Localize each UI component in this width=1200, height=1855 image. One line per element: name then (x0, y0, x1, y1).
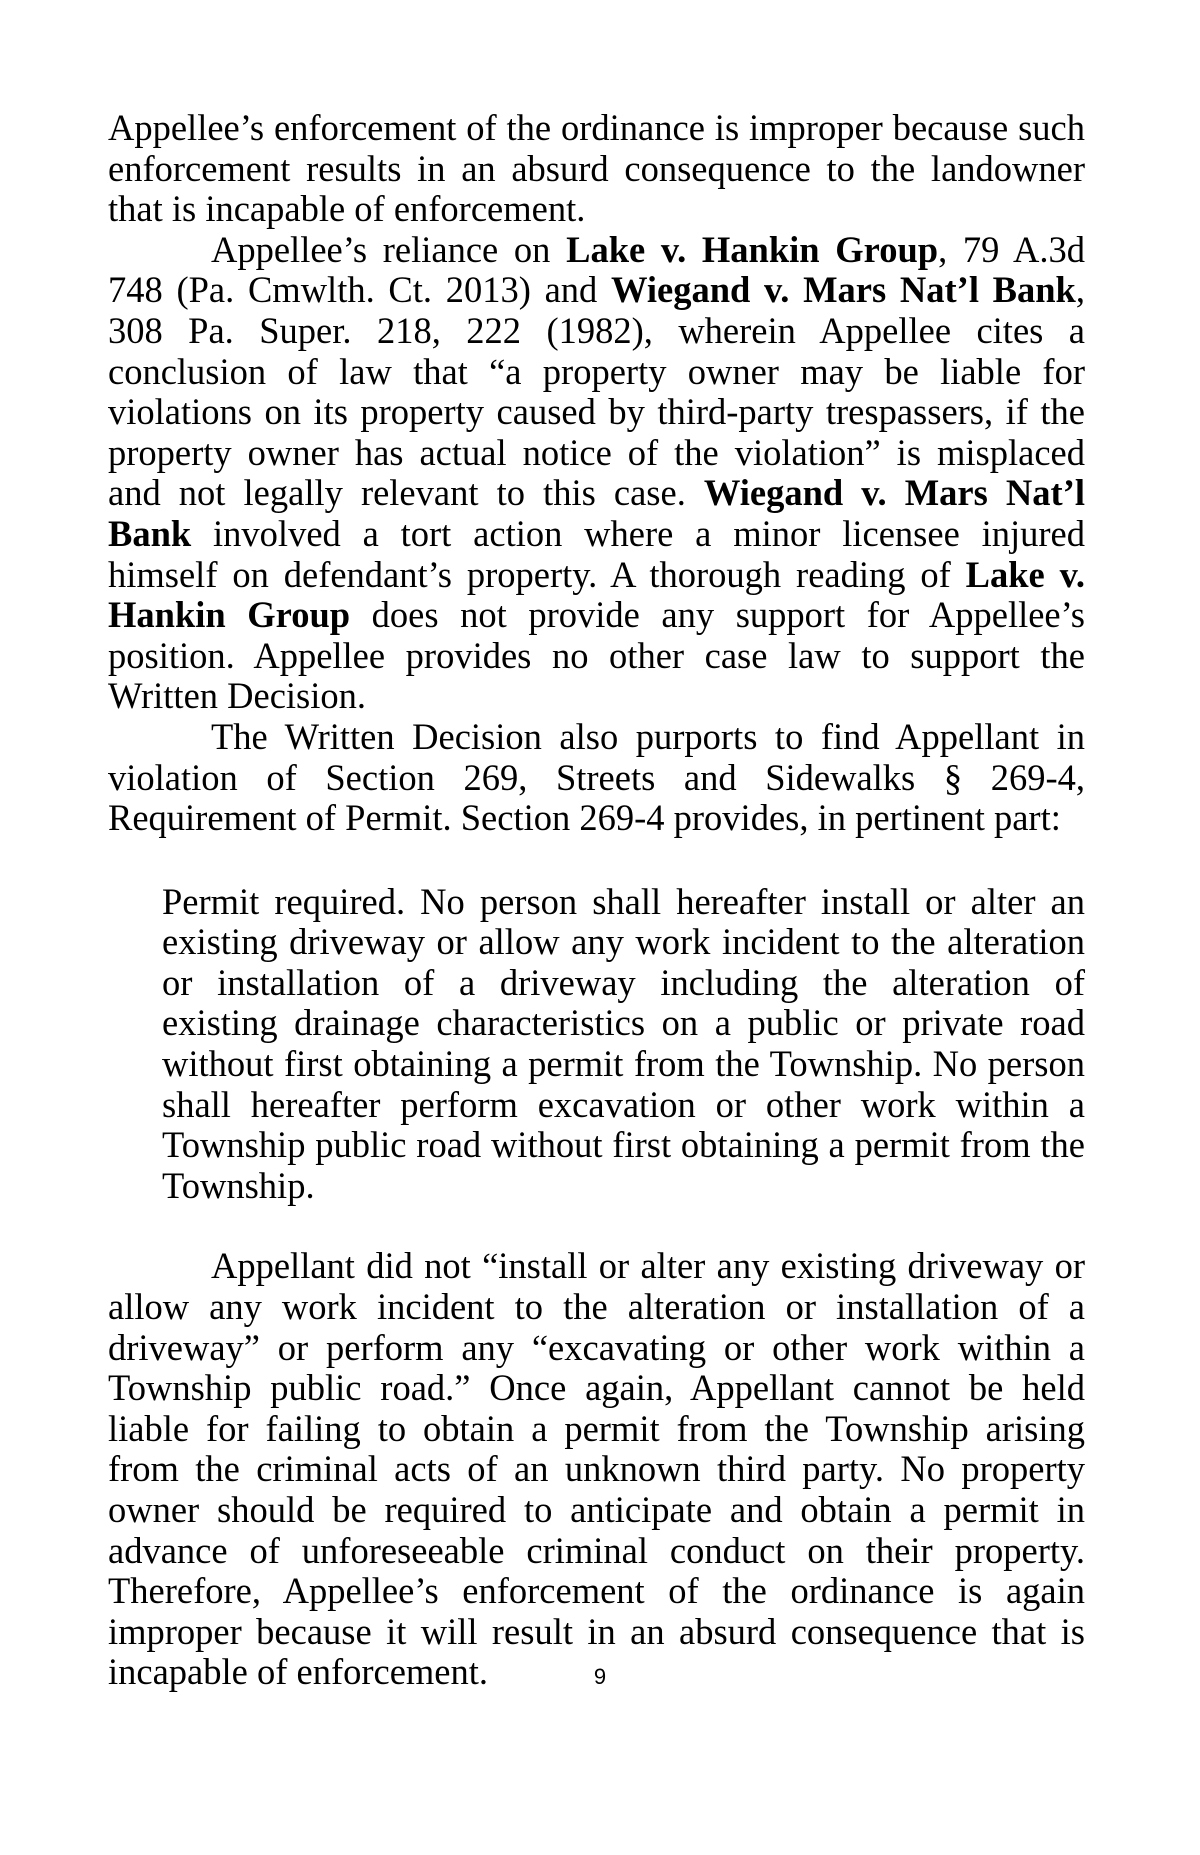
text-segment: involved a tort action where a minor licensee injured himself on defendant’s property. A thorough reading of (108, 512, 1085, 595)
paragraph-section-269: The Written Decision also purports to find Appellant in violation of Section 269, Streets and Sidewalks § 269-4, Requirement of Permit. Section 269-4 provides, in pertinent part: (108, 715, 1085, 839)
text-segment: Appellee’s reliance on (211, 228, 567, 270)
paragraph-appellant-did-not: Appellant did not “install or alter any existing driveway or allow any work incident to the alteration or installation of a driveway” or perform any “excavating or other work within a Township public road.” Once again, Appellant cannot be held liable for failing to obtain a permit from the Township arising from the criminal acts of an unknown third party. No property owner should be required to anticipate and obtain a permit in advance of unforeseeable criminal conduct on their property. Therefore, Appellee’s enforcement of the ordinance is again improper because it will result in an absurd consequence that is incapable of enforcement. (108, 1245, 1085, 1693)
document-page (108, 108, 1085, 1693)
case-citation-lake: Lake v. Hankin Group (108, 553, 1085, 636)
ordinance-quote-text: Permit required. No person shall hereafter install or alter an existing driveway or allow any work incident to the alteration or installation of a driveway including the alteration of existing drainage characteristics on a public or private road without first obtaining a permit from the Township. No person shall hereafter perform excavation or other work within a Township public road without first obtaining a permit from the Township. (162, 880, 1085, 1206)
paragraph-case-law-reliance (108, 230, 1085, 717)
case-citation-lake: Lake v. Hankin Group (566, 228, 939, 270)
text-segment: , 79 A.3d 748 (Pa. Cmwlth. Ct. 2013) and (108, 228, 1086, 311)
paragraph-enforcement-improper: Appellee’s enforcement of the ordinance is improper because such enforcement results in an absurd consequence to the landowner that is incapable of enforcement. (108, 107, 1085, 230)
text-segment: does not provide any support for Appellee’s position. Appellee provides no other case law to support the Written Decision. (108, 594, 1085, 717)
page-number: 9 (593, 1664, 607, 1689)
case-citation-wiegand: Wiegand v. Mars Nat’l Bank (108, 472, 1085, 554)
case-citation-wiegand: Wiegand v. Mars Nat’l Bank (611, 269, 1076, 311)
ordinance-block-quote (162, 882, 1085, 1207)
text-segment: , 308 Pa. Super. 218, 222 (1982), wherein Appellee cites a conclusion of law that “a property owner may be liable for violations on its property caused by third-party trespassers, if the property owner has actual notice of the violation” is misplaced and not legally relevant to this case. (108, 269, 1085, 514)
